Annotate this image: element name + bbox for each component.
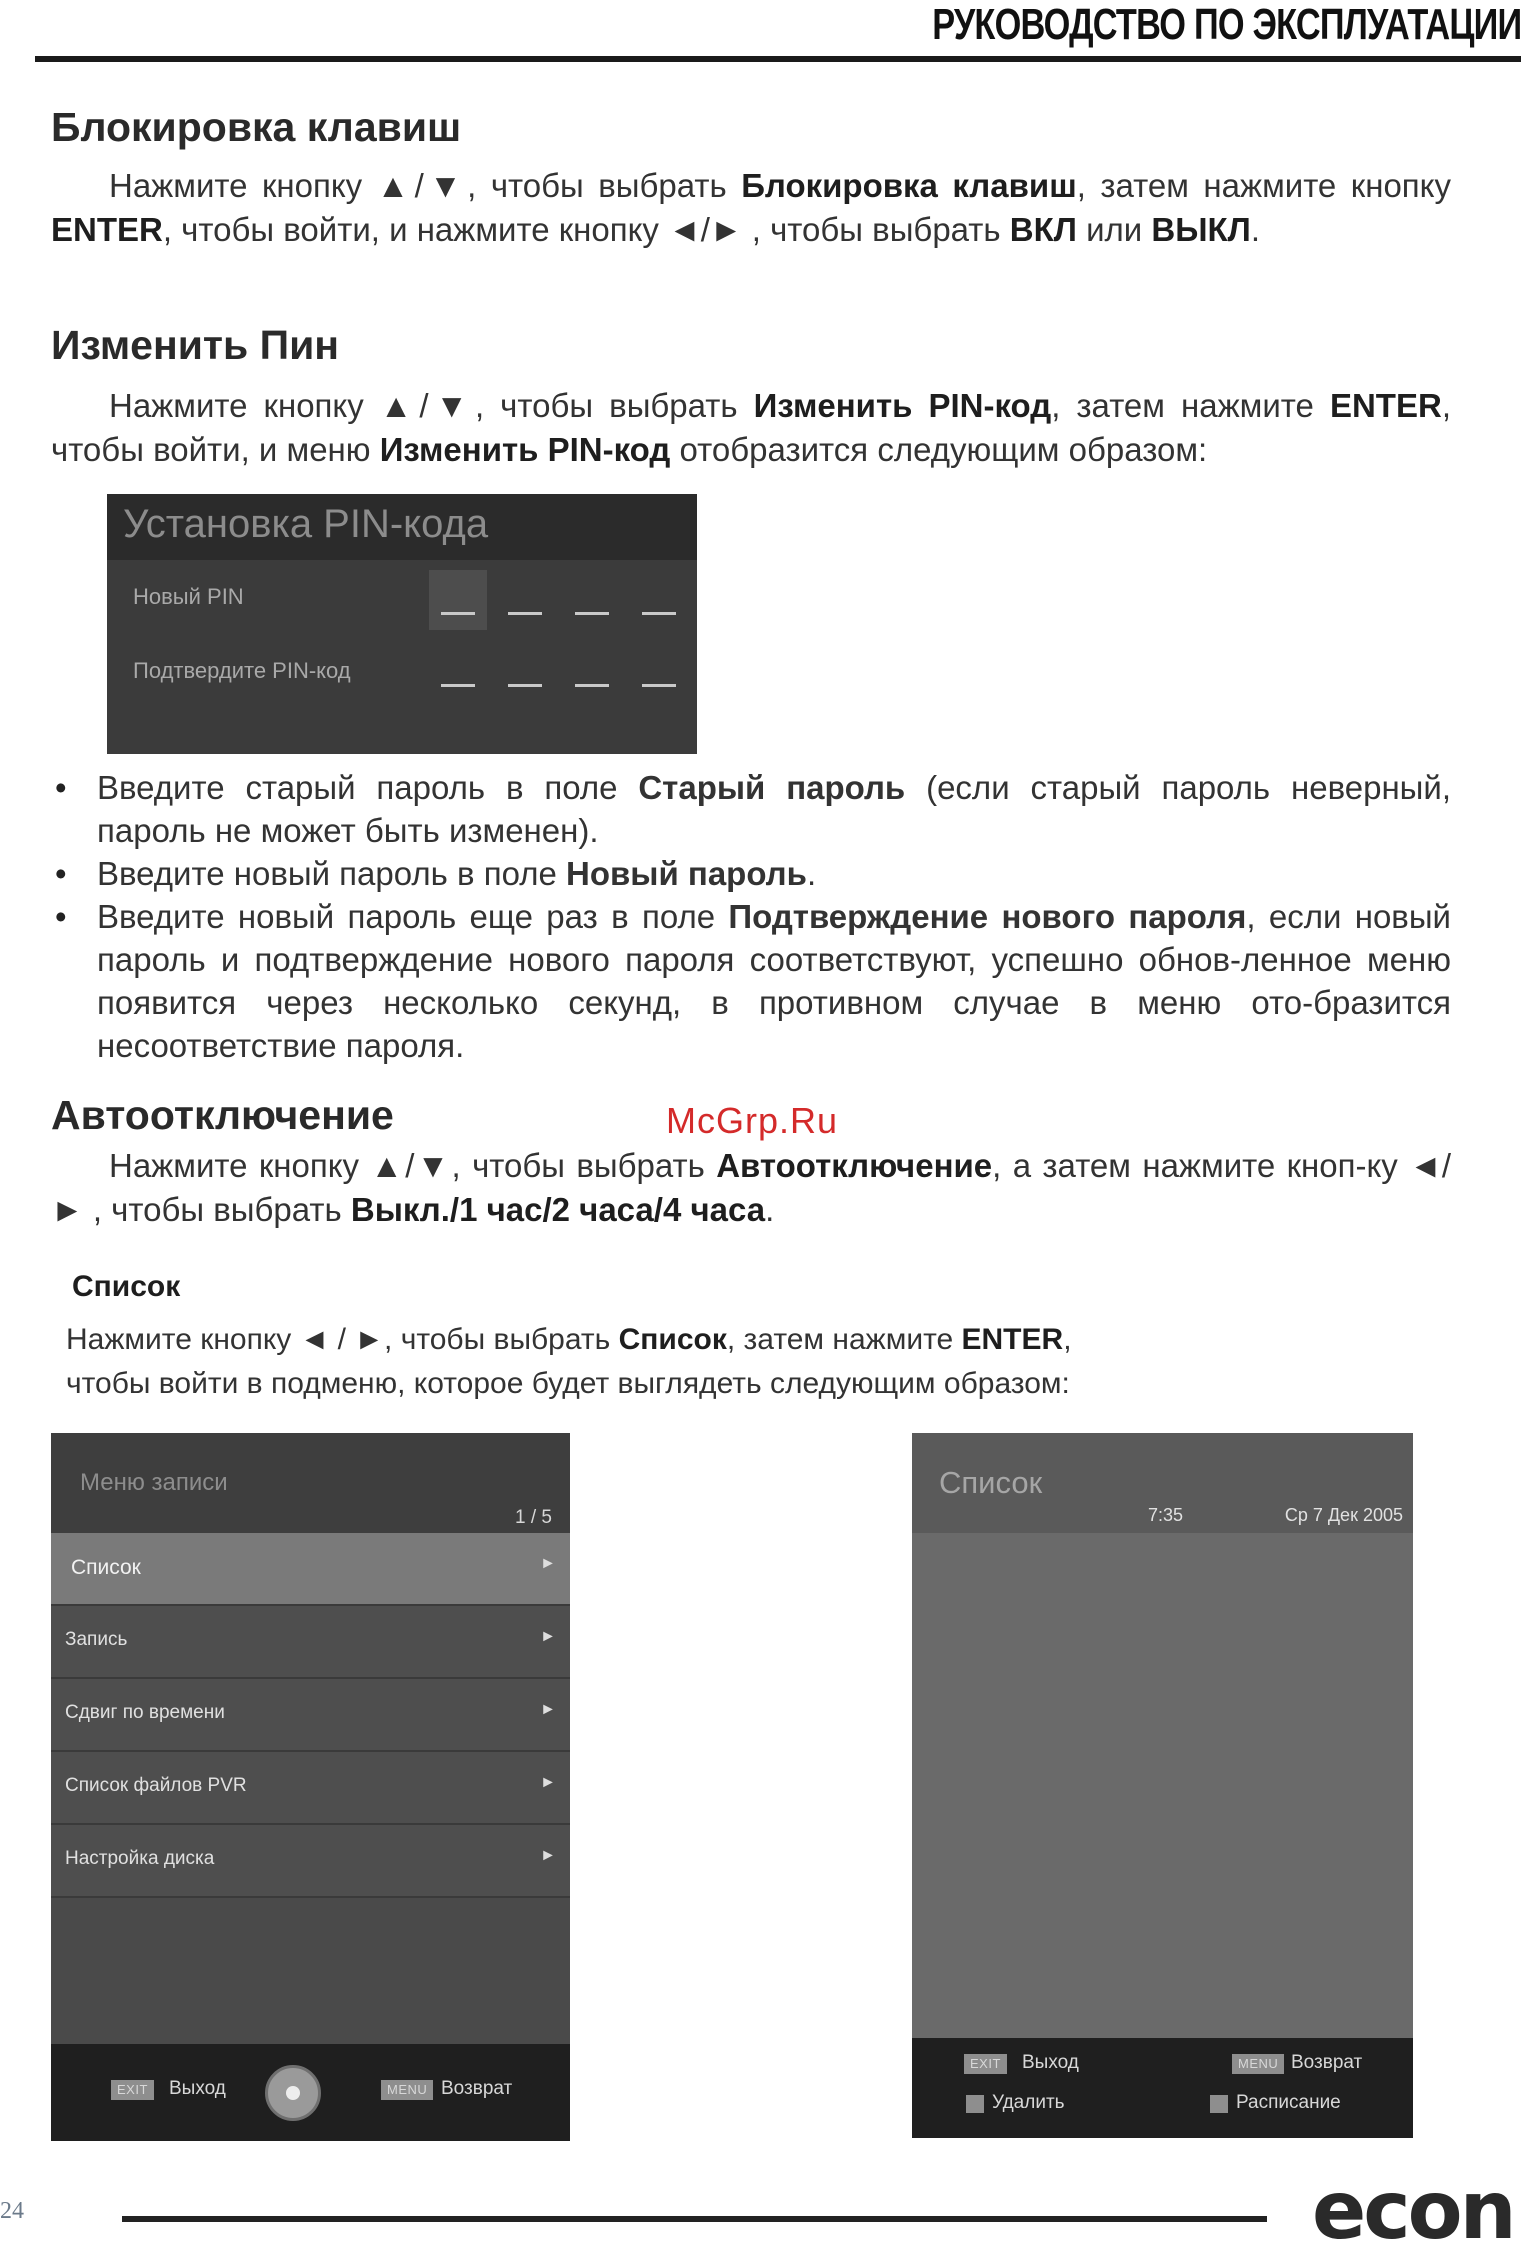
heading-change-pin: Изменить Пин xyxy=(51,322,340,368)
confirm-pin-digit-2[interactable] xyxy=(508,684,542,687)
paragraph-change-pin: Нажмите кнопку ▲/▼, чтобы выбрать Изменить PIN-код, затем нажмите ENTER, чтобы войти, и меню Изменить PIN-код отобразится следующим образом: xyxy=(51,387,1451,468)
password-bullet-list xyxy=(51,766,1451,1067)
bullet-new-password: • Введите новый пароль в поле Новый пароль. xyxy=(51,852,1451,895)
menu-key-icon[interactable]: MENU xyxy=(1232,2054,1284,2074)
menu-item-label: Запись xyxy=(65,1629,128,1650)
record-menu-header xyxy=(51,1433,570,1533)
new-pin-digit-1[interactable] xyxy=(441,612,475,615)
exit-key-icon[interactable]: EXIT xyxy=(964,2054,1007,2074)
confirm-pin-label: Подтвердите PIN-код xyxy=(133,658,351,683)
clock-time: 7:35 xyxy=(1148,1505,1184,1525)
clock-date: Ср 7 Дек 2005 xyxy=(1284,1505,1403,1525)
paragraph-list: Нажмите кнопку ◄ / ►, чтобы выбрать Список, затем нажмите ENTER, чтобы войти в подменю, которое будет выглядеть следующим образом: xyxy=(66,1323,1072,1400)
back-hint-label: Возврат xyxy=(1291,2052,1363,2073)
page-number: 24 xyxy=(0,2198,24,2224)
chevron-right-icon: ► xyxy=(540,1774,556,1791)
chevron-right-icon: ► xyxy=(540,1701,556,1718)
back-hint-label: Возврат xyxy=(441,2078,513,2099)
pin-focus-highlight xyxy=(429,570,487,630)
exit-hint-label: Выход xyxy=(1022,2052,1079,2073)
confirm-pin-digit-1[interactable] xyxy=(441,684,475,687)
record-menu-title: Меню записи xyxy=(80,1469,228,1496)
menu-item-disk-setup[interactable] xyxy=(51,1825,570,1898)
confirm-pin-digit-3[interactable] xyxy=(575,684,609,687)
exit-key-icon[interactable]: EXIT xyxy=(111,2080,154,2100)
list-screen-title: Список xyxy=(939,1465,1043,1500)
menu-item-label: Список файлов PVR xyxy=(65,1775,247,1796)
exit-hint-label: Выход xyxy=(169,2078,226,2099)
confirm-pin-digit-4[interactable] xyxy=(642,684,676,687)
footer-rule xyxy=(122,2216,1267,2222)
list-screen-header xyxy=(912,1433,1413,1533)
bullet-confirm-password: • Введите новый пароль еще раз в поле Подтверждение нового пароля, если новый пароль и подтверждение нового пароля соответствуют, успешно обнов-ленное меню появится через несколько секунд, в противном случае в меню ото-бразится несоответствие пароля. xyxy=(51,895,1451,1067)
delete-color-key-icon[interactable] xyxy=(966,2095,984,2113)
menu-item-list[interactable] xyxy=(51,1533,570,1606)
record-menu-page-indicator: 1 / 5 xyxy=(515,1507,552,1528)
paragraph-auto-off: Нажмите кнопку ▲/▼, чтобы выбрать Автоотключение, а затем нажмите кноп-ку ◄/► , чтобы выбрать Выкл./1 час/2 часа/4 часа. xyxy=(51,1147,1451,1228)
navigation-dial-icon xyxy=(265,2065,321,2121)
pin-dialog-title: Установка PIN-кода xyxy=(123,502,489,546)
heading-key-lock: Блокировка клавиш xyxy=(51,104,462,150)
new-pin-digit-2[interactable] xyxy=(508,612,542,615)
record-menu-screen xyxy=(51,1433,570,2141)
chevron-right-icon: ► xyxy=(540,1555,556,1572)
brand-logo: econ xyxy=(1312,2164,1514,2257)
chevron-right-icon: ► xyxy=(540,1847,556,1864)
menu-key-icon[interactable]: MENU xyxy=(381,2080,433,2100)
menu-item-label: Список xyxy=(71,1556,141,1579)
heading-list: Список xyxy=(72,1270,181,1303)
schedule-hint-label: Расписание xyxy=(1236,2092,1341,2113)
delete-hint-label: Удалить xyxy=(992,2092,1065,2113)
bullet-old-password: • Введите старый пароль в поле Старый пароль (если старый пароль неверный, пароль не может быть изменен). xyxy=(51,766,1451,852)
document-title: РУКОВОДСТВО ПО ЭКСПЛУАТАЦИИ xyxy=(931,0,1521,49)
header-rule xyxy=(35,56,1521,62)
pin-dialog-header xyxy=(107,494,697,560)
new-pin-digit-4[interactable] xyxy=(642,612,676,615)
new-pin-label: Новый PIN xyxy=(133,584,244,609)
watermark: McGrp.Ru xyxy=(666,1100,839,1141)
heading-auto-off: Автоотключение xyxy=(51,1092,394,1138)
menu-item-timeshift[interactable] xyxy=(51,1679,570,1752)
list-screen xyxy=(912,1433,1413,2138)
record-menu-footer xyxy=(51,2044,570,2141)
menu-item-pvr-files[interactable] xyxy=(51,1752,570,1825)
menu-item-label: Настройка диска xyxy=(65,1848,215,1869)
new-pin-digit-3[interactable] xyxy=(575,612,609,615)
pin-setup-dialog xyxy=(107,494,697,754)
chevron-right-icon: ► xyxy=(540,1628,556,1645)
list-screen-footer xyxy=(912,2038,1413,2138)
paragraph-key-lock: Нажмите кнопку ▲/▼, чтобы выбрать Блокировка клавиш, затем нажмите кнопку ENTER, чтобы войти, и нажмите кнопку ◄/► , чтобы выбрать ВКЛ или ВЫКЛ. xyxy=(51,167,1451,248)
schedule-color-key-icon[interactable] xyxy=(1210,2095,1228,2113)
menu-item-record[interactable] xyxy=(51,1606,570,1679)
menu-item-label: Сдвиг по времени xyxy=(65,1702,225,1723)
